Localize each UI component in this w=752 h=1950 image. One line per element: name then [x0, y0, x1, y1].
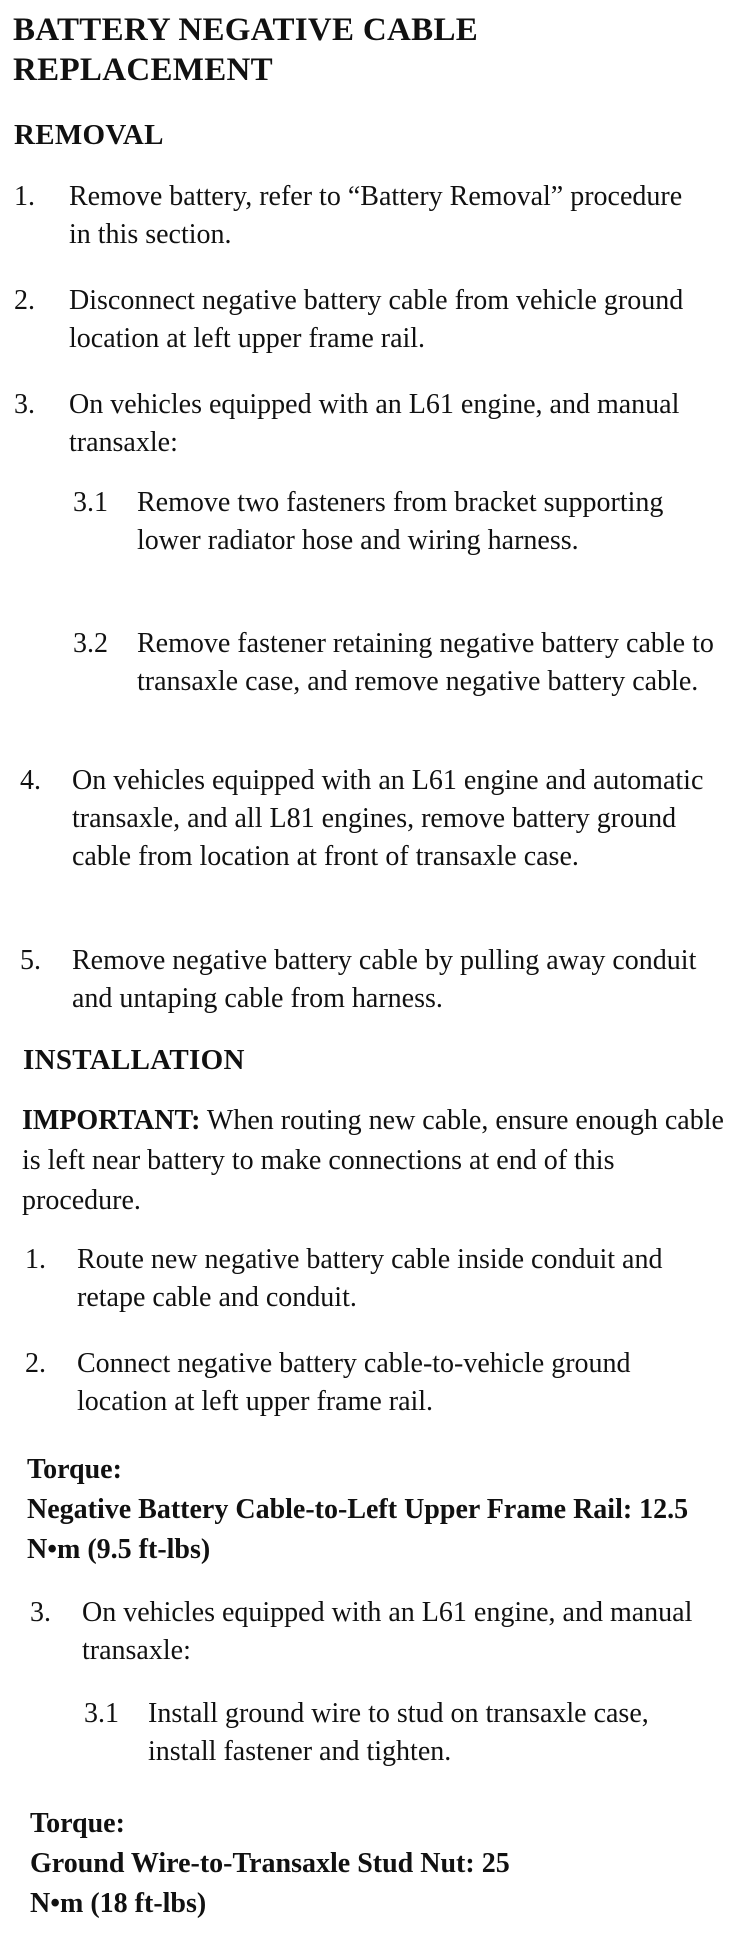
step-text: Disconnect negative battery cable from vehicle ground location at left upper frame rail.: [69, 285, 684, 354]
step-number: 4.: [20, 765, 41, 796]
step-text: Install ground wire to stud on transaxle case, install fastener and tighten.: [148, 1698, 649, 1767]
torque-value: Negative Battery Cable-to-Left Upper Frame Rail: 12.5 N•m (9.5 ft-lbs): [27, 1494, 689, 1565]
step-text: Remove two fasteners from bracket supporting lower radiator hose and wiring harness.: [137, 487, 664, 556]
step-text: Remove battery, refer to “Battery Removal” procedure in this section.: [69, 181, 683, 250]
step-text: On vehicles equipped with an L61 engine and automatic transaxle, and all L81 engines, remove battery ground cable from location at front of transaxle case.: [72, 765, 704, 872]
step-number: 2.: [14, 285, 35, 316]
installation-step-3: [30, 1594, 730, 1670]
removal-step-3: [14, 386, 714, 462]
step-number: 3.1: [84, 1698, 119, 1729]
removal-heading: REMOVAL: [14, 119, 164, 151]
installation-step-3-1: [84, 1695, 724, 1771]
torque-label: Torque:: [27, 1454, 122, 1485]
installation-step-2: [25, 1345, 685, 1421]
important-text: When routing new cable, ensure enough cable is left near battery to make connections at end of this procedure.: [22, 1105, 724, 1216]
step-number: 3.: [30, 1597, 51, 1628]
step-text: Route new negative battery cable inside conduit and retape cable and conduit.: [77, 1244, 663, 1313]
step-number: 1.: [14, 181, 35, 212]
step-number: 3.1: [73, 487, 108, 518]
installation-heading: INSTALLATION: [23, 1044, 245, 1076]
step-number: 2.: [25, 1348, 46, 1379]
step-text: Connect negative battery cable-to-vehicle ground location at left upper frame rail.: [77, 1348, 631, 1417]
removal-step-5: [20, 942, 720, 1018]
step-text: On vehicles equipped with an L61 engine, and manual transaxle:: [82, 1597, 693, 1666]
page-title: BATTERY NEGATIVE CABLE REPLACEMENT: [13, 12, 479, 88]
torque-spec-1: [27, 1450, 742, 1570]
important-label: IMPORTANT:: [22, 1105, 201, 1136]
removal-step-3-2: [73, 625, 735, 701]
step-number: 5.: [20, 945, 41, 976]
torque-spec-2: [30, 1804, 510, 1924]
installation-step-1: [25, 1241, 725, 1317]
removal-step-1: [14, 178, 704, 254]
removal-step-4: [20, 762, 720, 876]
step-number: 3.2: [73, 628, 108, 659]
torque-value: Ground Wire-to-Transaxle Stud Nut: 25 N•m (18 ft-lbs): [30, 1848, 510, 1919]
important-note: [22, 1101, 740, 1221]
step-text: On vehicles equipped with an L61 engine, and manual transaxle:: [69, 389, 680, 458]
step-text: Remove fastener retaining negative battery cable to transaxle case, and remove negative battery cable.: [137, 628, 714, 697]
step-number: 1.: [25, 1244, 46, 1275]
step-number: 3.: [14, 389, 35, 420]
removal-step-2: [14, 282, 714, 358]
removal-step-3-1: [73, 484, 713, 560]
step-text: Remove negative battery cable by pulling away conduit and untaping cable from harness.: [72, 945, 697, 1014]
torque-label: Torque:: [30, 1808, 125, 1839]
